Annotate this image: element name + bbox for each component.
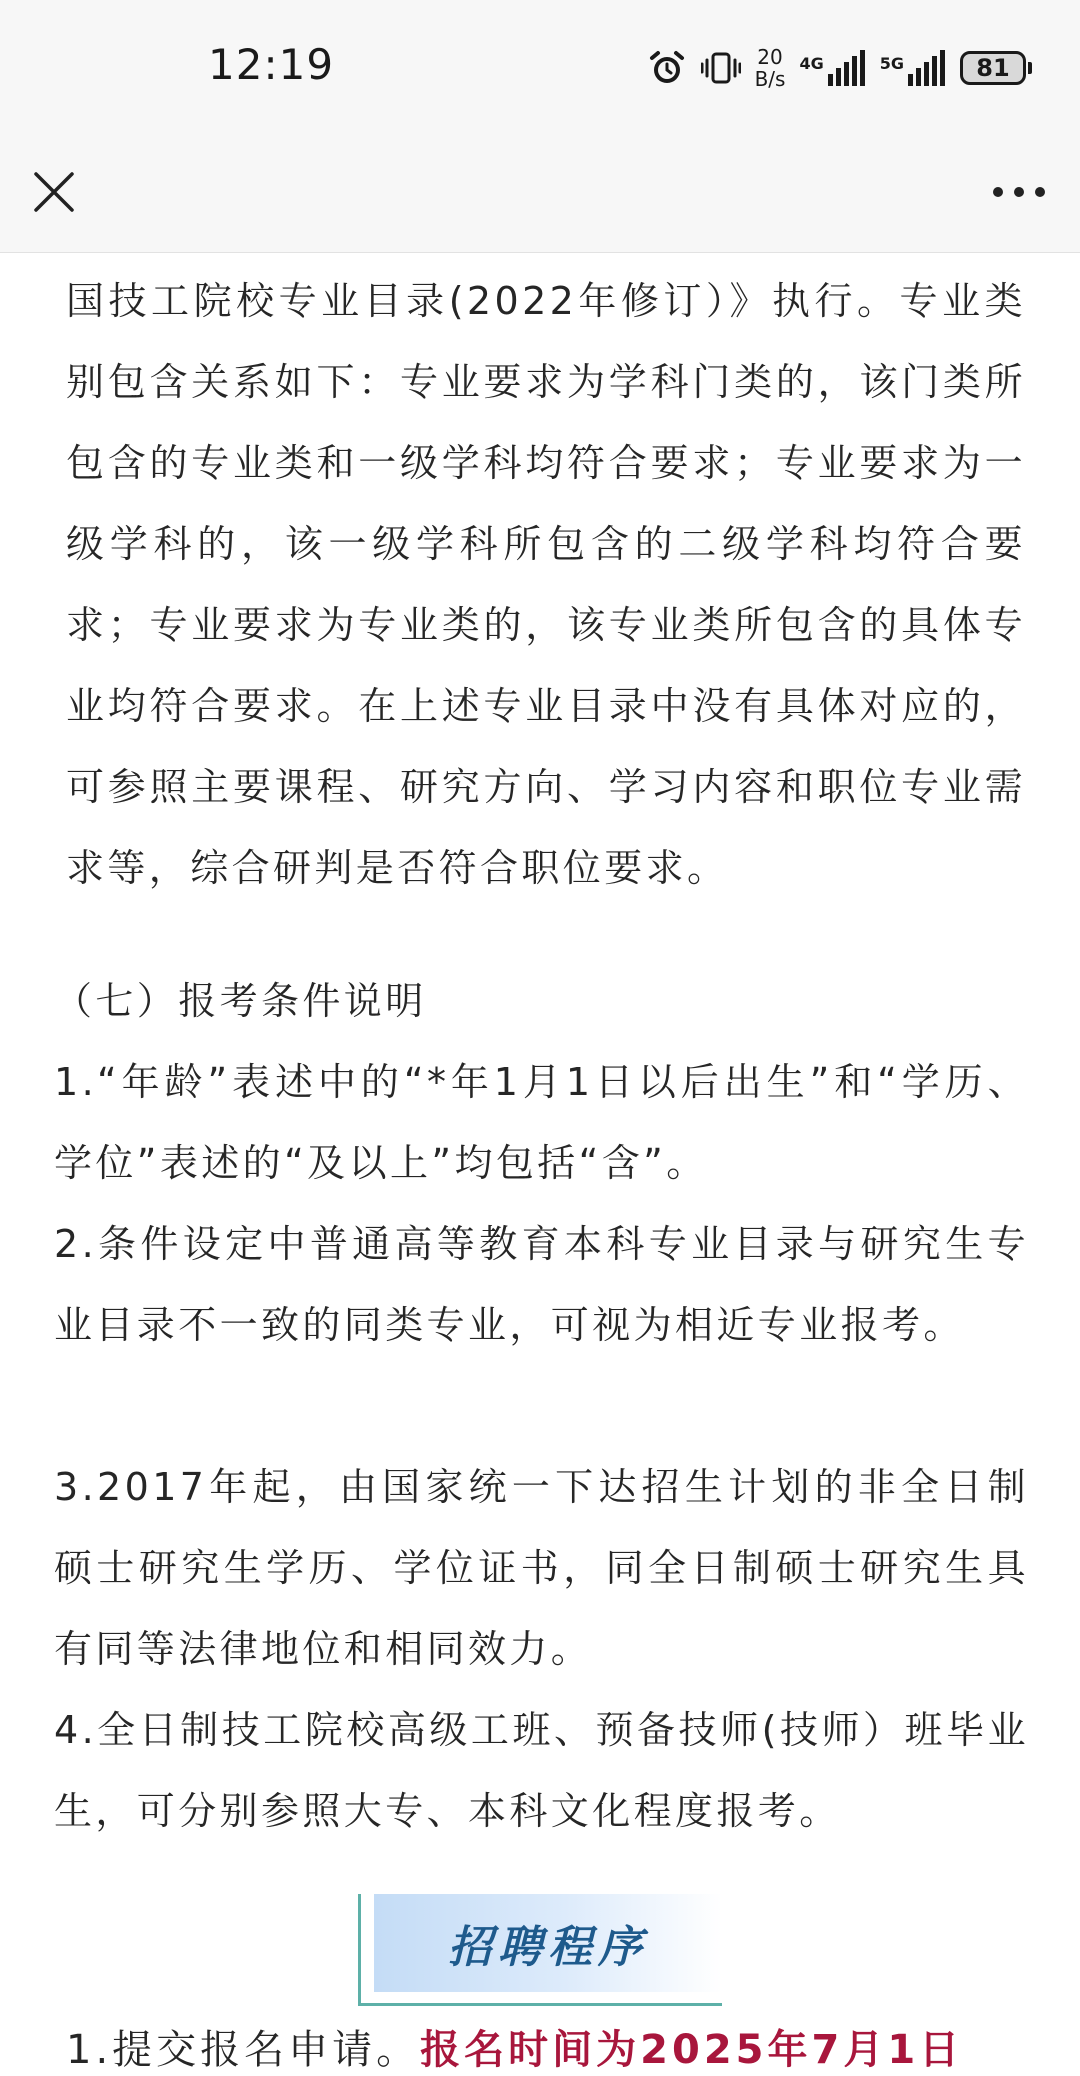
vibrate-icon bbox=[701, 48, 741, 88]
alarm-icon bbox=[647, 48, 687, 88]
signal-5g-label: 5G bbox=[879, 54, 904, 73]
top-nav-bar bbox=[0, 132, 1080, 253]
list-item-3: 3.2017年起，由国家统一下达招生计划的非全日制硕士研究生学历、学位证书，同全日制硕士研究生具有同等法律地位和相同效力。 bbox=[54, 1465, 1029, 1671]
banner-border-bottom bbox=[358, 2003, 722, 2006]
battery-nub bbox=[1028, 62, 1032, 74]
section-banner-recruitment bbox=[358, 1894, 722, 2006]
battery-icon: 81 bbox=[960, 51, 1026, 85]
battery-indicator bbox=[960, 51, 1032, 85]
step-1-highlight: 报名时间为2025年7月1日 bbox=[420, 2027, 964, 2073]
banner-border-left bbox=[358, 1894, 361, 2006]
close-icon bbox=[32, 170, 76, 214]
signal-bars-icon bbox=[828, 50, 866, 86]
list-item-4: 4.全日制技工院校高级工班、预备技师(技师）班毕业生，可分别参照大专、本科文化程度报考。 bbox=[54, 1708, 1029, 1833]
signal-5g bbox=[880, 50, 946, 86]
signal-bars-icon bbox=[908, 50, 946, 86]
status-icons bbox=[647, 44, 1032, 92]
network-speed-value: 20 bbox=[757, 45, 783, 69]
more-horizontal-icon bbox=[991, 185, 1047, 199]
step-1-prefix: 1.提交报名申请。 bbox=[66, 2027, 421, 2073]
signal-4g bbox=[799, 50, 865, 86]
banner-box bbox=[374, 1894, 722, 1992]
heading-section-7: （七）报考条件说明 bbox=[54, 979, 427, 1023]
section-title: 招聘程序 bbox=[448, 1922, 648, 1973]
step-1-line bbox=[66, 2010, 1066, 2076]
paragraph-major-catalog: 国技工院校专业目录(2022年修订）》执行。专业类别包含关系如下：专业要求为学科门类的，该门类所包含的专业类和一级学科均符合要求；专业要求为一级学科的，该一级学科所包含的二级学科均符合要求；专业要求为专业类的，该专业类所包含的具体专业均符合要求。在上述专业目录中没有具体对应的，可参照主要课程、研究方向、学习内容和职位专业需求等，综合研判是否符合职位要求。 bbox=[66, 279, 1026, 890]
network-speed-unit: B/s bbox=[754, 67, 786, 91]
list-item-1: 1.“年龄”表述中的“*年1月1日以后出生”和“学历、学位”表述的“及以上”均包括“含”。 bbox=[54, 1060, 1029, 1185]
more-options-button[interactable] bbox=[984, 164, 1054, 220]
close-button[interactable] bbox=[26, 164, 82, 220]
status-bar bbox=[0, 0, 1080, 132]
signal-4g-label: 4G bbox=[799, 54, 824, 73]
status-time: 12:19 bbox=[208, 40, 335, 89]
network-speed bbox=[755, 46, 786, 90]
list-item-2: 2.条件设定中普通高等教育本科专业目录与研究生专业目录不一致的同类专业，可视为相近专业报考。 bbox=[54, 1222, 1029, 1347]
